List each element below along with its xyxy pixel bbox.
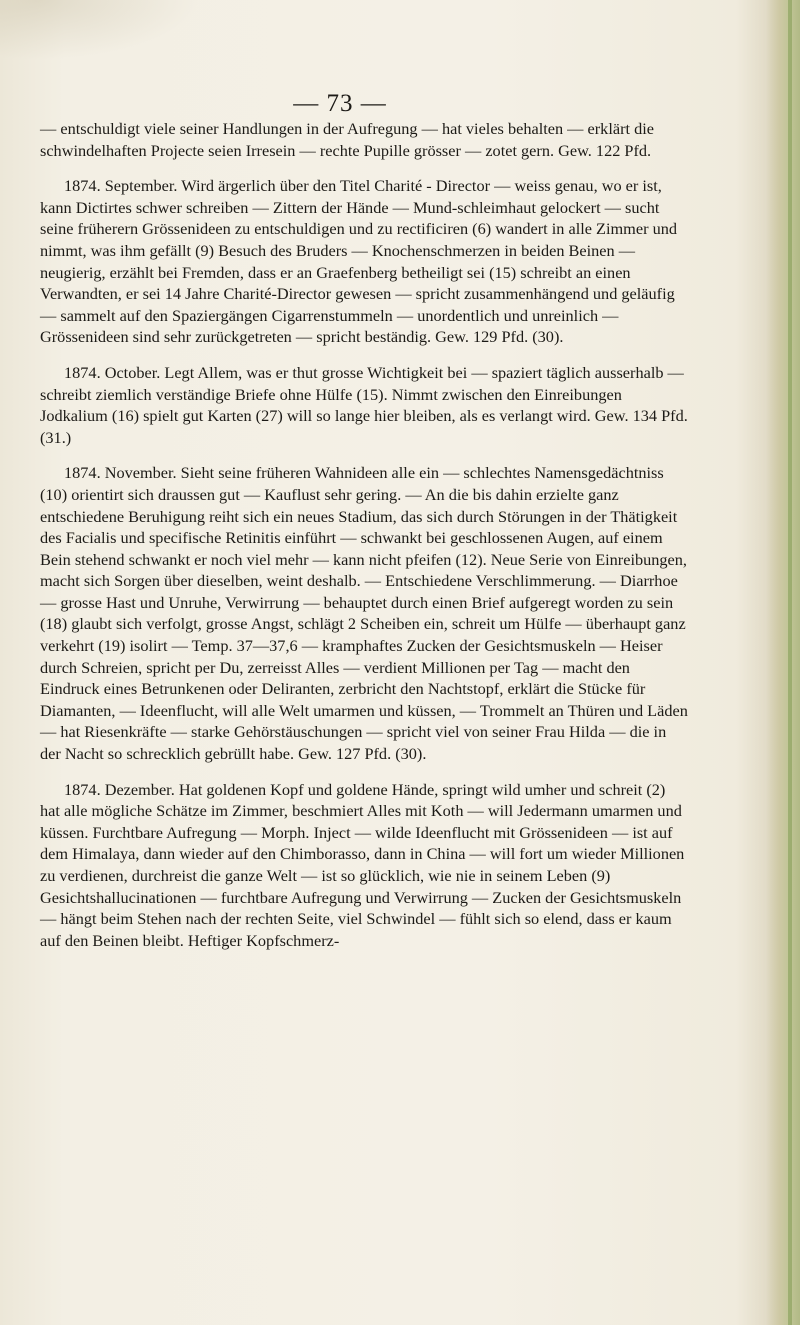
paragraph-december: 1874. Dezember. Hat goldenen Kopf und goldene Hände, springt wild umher und schreit (2) hat alle mögliche Schätze im Zimmer, beschmiert Alles mit Koth — will Jedermann umarmen und küssen. Furchtbare Aufregung — Morph. Inject — wilde Ideenflucht mit Grössenideen — ist auf dem Himalaya, dann wieder auf den Chimborasso, dann in China — will fort um wieder Millionen zu verdienen, durchreist die ganze Welt — ist so glücklich, wie nie in seinem Leben (9) Gesichtshallucinationen — furchtbare Aufregung und Verwirrung — Zucken der Gesichtsmuskeln — hängt beim Stehen nach der rechten Seite, viel Schwindel — fühlt sich so elend, dass er kaum auf den Beinen bleibt. Heftiger Kopfschmerz-	[40, 779, 685, 950]
page-number: — 73 —	[293, 90, 387, 117]
paragraph-continuation: — entschuldigt viele seiner Handlungen in der Aufregung — hat vieles behalten — erklärt die schwindelhaften Projecte seien Irresein — rechte Pupille grösser — zotet gern. Gew. 122 Pfd.	[40, 119, 654, 160]
paragraph-september: 1874. September. Wird ärgerlich über den Titel Charité - Director — weiss genau, wo er ist, kann Dictirtes schwer schreiben — Zittern der Hände — Mund-schleimhaut gelockert — sucht seine früherern Grössenideen zu entschuldigen und zu rectificiren (6) wandert in alle Zimmer und nimmt, was ihm gefällt (9) Besuch des Bruders — Knochenschmerzen in beiden Beinen — neugierig, erzählt bei Fremden, dass er an Graefenberg betheiligt sei (15) schreibt an einen Verwandten, er sei 14 Jahre Charité-Director gewesen — spricht zusammenhängend und geläufig — sammelt auf den Spaziergängen Cigarrenstummeln — unordentlich und unreinlich — Grössenideen sind sehr zurückgetreten — spricht beständig. Gew. 129 Pfd. (30).	[40, 176, 677, 347]
body-text	[40, 118, 688, 951]
page-stain	[0, 0, 200, 60]
paragraph-november: 1874. November. Sieht seine früheren Wahnideen alle ein — schlechtes Namensgedächtniss (10) orientirt sich draussen gut — Kauflust sehr gering. — An die bis dahin erzielte ganz entschiedene Beruhigung reiht sich ein neues Stadium, das sich durch Störungen in der Thätigkeit des Facialis und specifische Retinitis einführt — schwankt bei geschlossenen Augen, auf einem Bein stehend schwankt er noch viel mehr — kann nicht pfeifen (12). Neue Serie von Einreibungen, macht sich Sorgen über dieselben, weint deshalb. — Entschiedene Verschlimmerung. — Diarrhoe — grosse Hast und Unruhe, Verwirrung — behauptet durch einen Brief aufgeregt worden zu sein (18) glaubt sich verfolgt, grosse Angst, schlägt 2 Scheiben ein, schreit um Hülfe — überhaupt ganz verkehrt (19) isolirt — Temp. 37—37,6 — kramphaftes Zucken der Gesichtsmuskeln — Heiser durch Schreien, spricht per Du, zerreisst Alles — verdient Millionen per Tag — macht den Eindruck eines Betrunkenen oder Deliranten, zerbricht den Nachtstopf, erklärt die Stücke für Diamanten, — Ideenflucht, will alle Welt umarmen und küssen, — Trommelt an Thüren und Läden — hat Riesenkräfte — starke Gehörstäuschungen — spricht viel von seiner Frau Hilda — die in der Nacht so schrecklich gebrüllt habe. Gew. 127 Pfd. (30).	[40, 463, 688, 764]
binding-edge	[788, 0, 792, 1325]
paragraph-october: 1874. October. Legt Allem, was er thut grosse Wichtigkeit bei — spaziert täglich ausserhalb — schreibt ziemlich verständige Briefe ohne Hülfe (15). Nimmt zwischen den Einreibungen Jodkalium (16) spielt gut Karten (27) will so lange hier bleiben, als es verlangt wird. Gew. 134 Pfd. (31.)	[40, 362, 688, 447]
page-edge	[766, 0, 800, 1325]
